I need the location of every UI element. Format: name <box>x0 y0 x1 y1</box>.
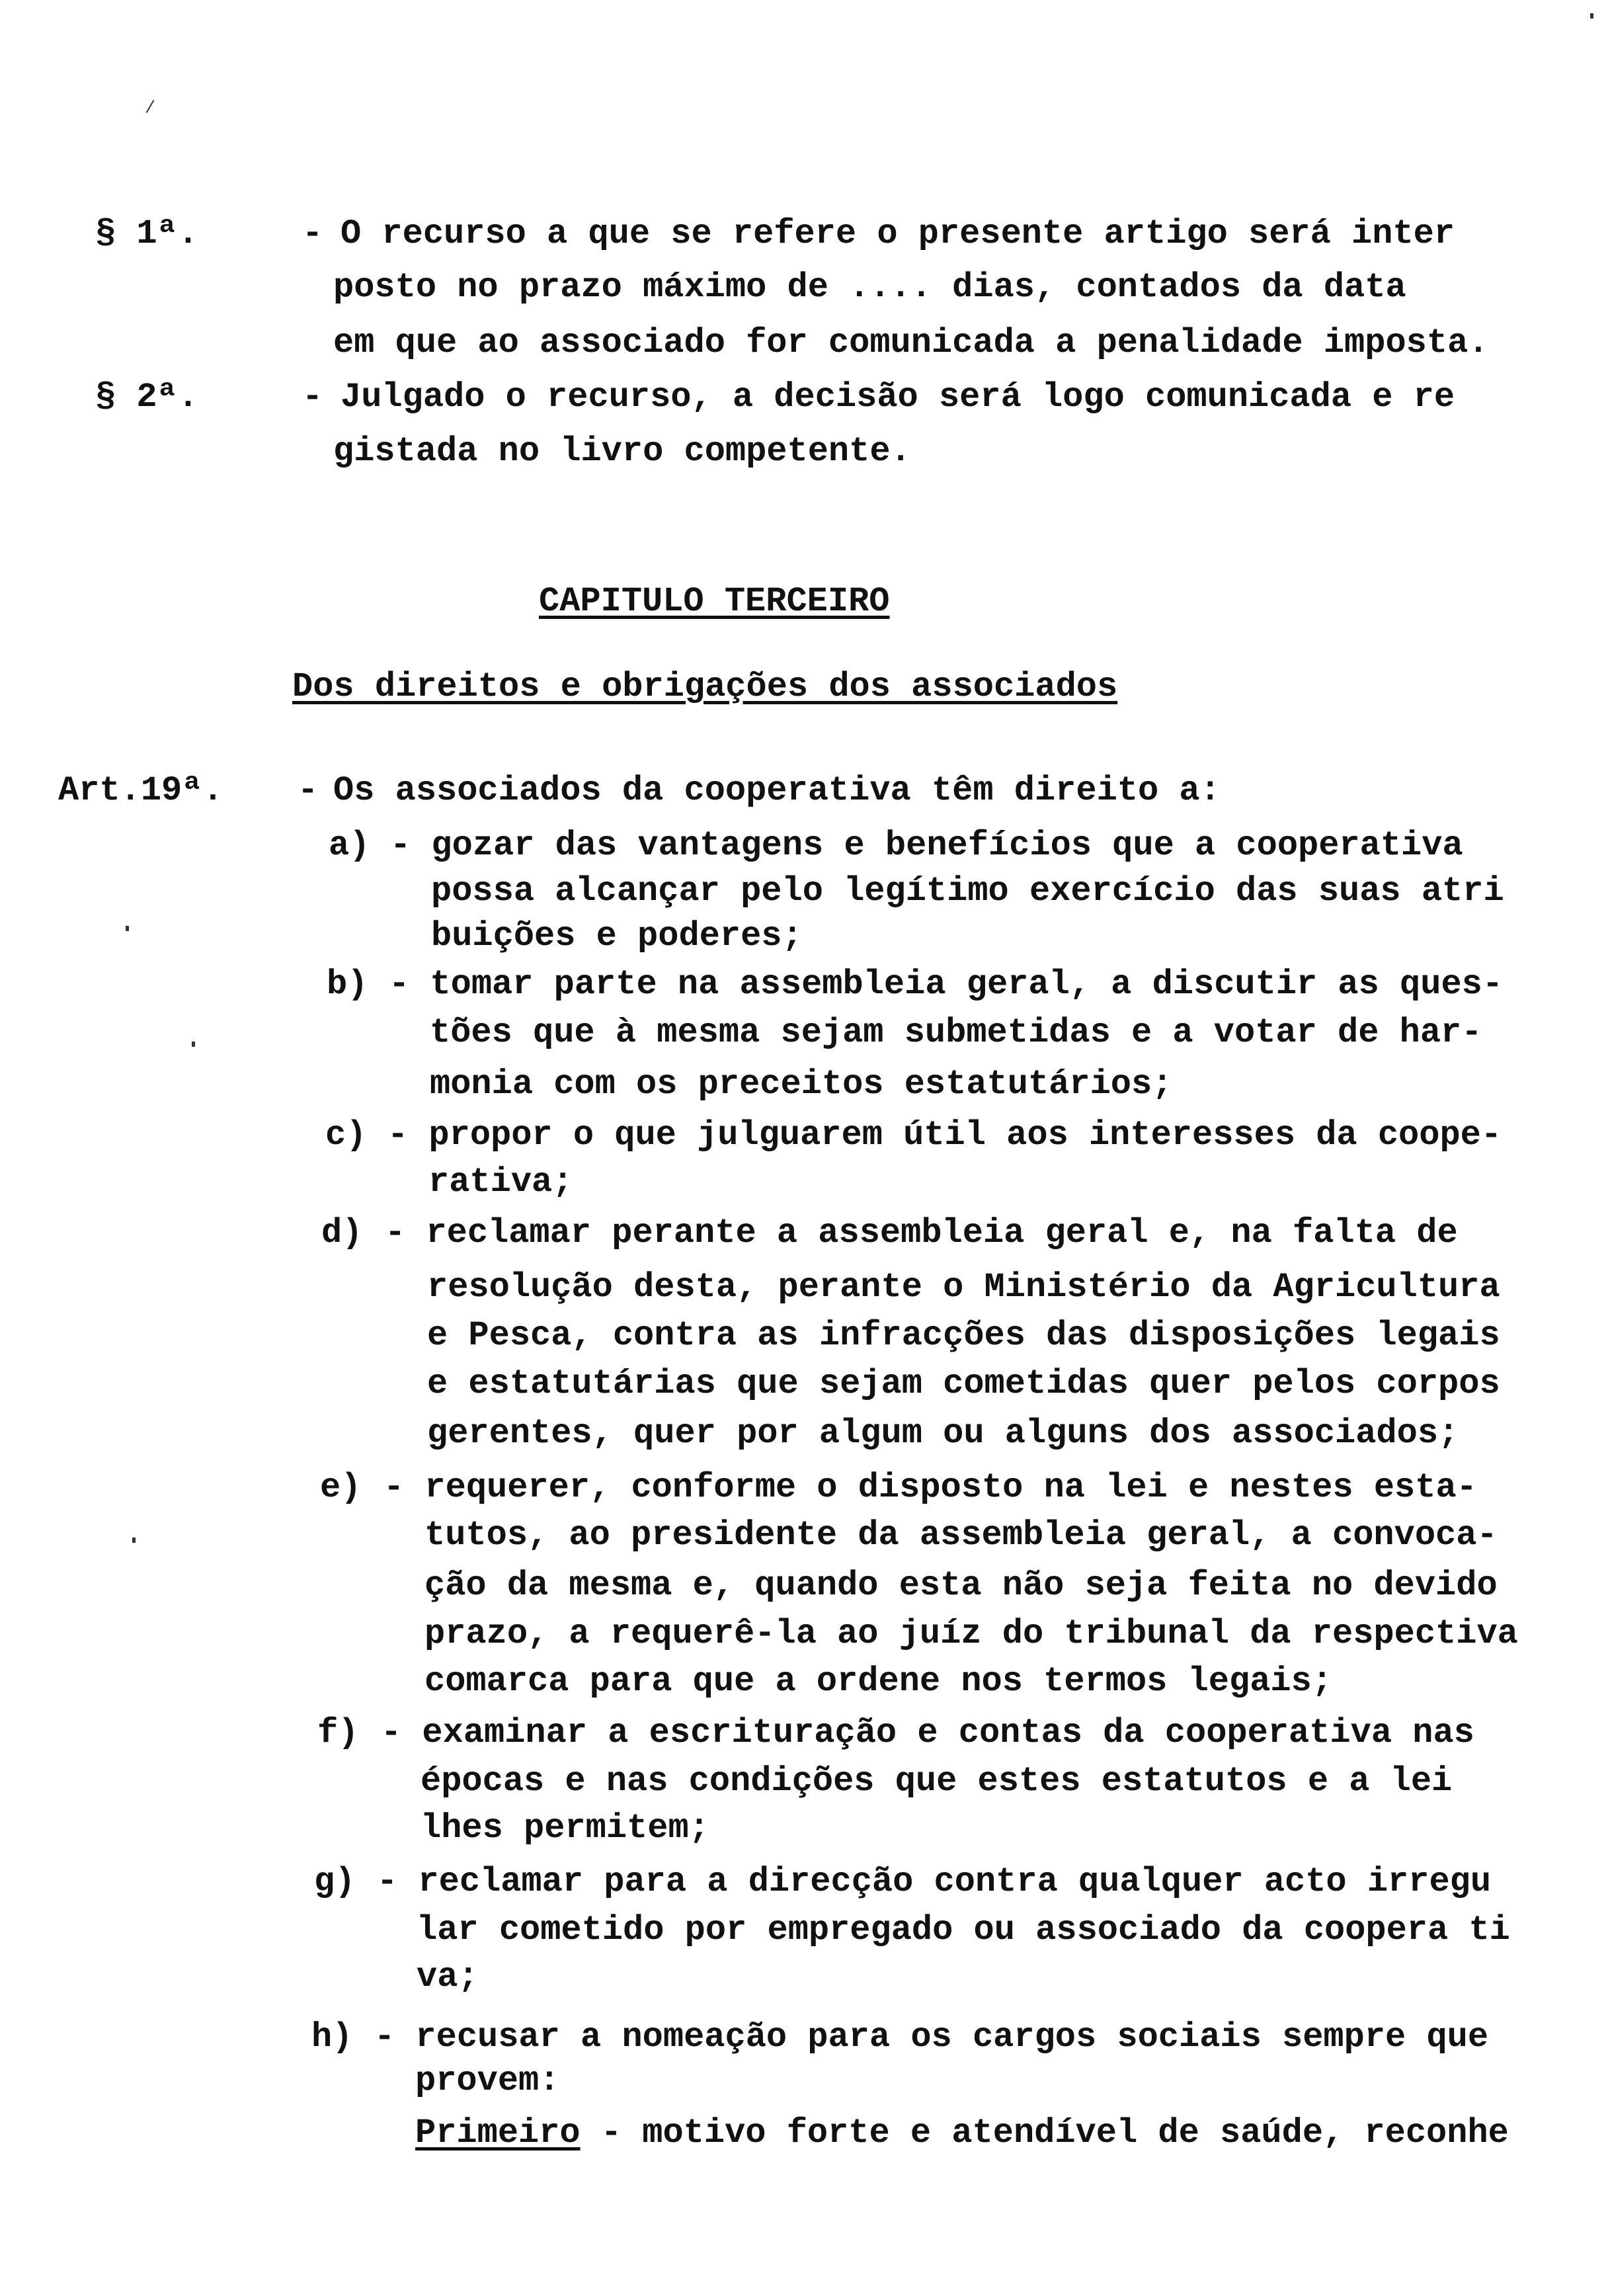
paragraph-2-line: gistada no livro competente. <box>333 432 911 471</box>
item-letter: f) <box>317 1713 359 1752</box>
paragraph-2-label: § 2ª. <box>95 378 199 417</box>
paragraph-1-line: posto no prazo máximo de .... dias, contados da data <box>333 268 1406 307</box>
sub-item-label: Primeiro <box>415 2113 581 2152</box>
item-line: comarca para que a ordene nos termos legais; <box>424 1662 1333 1701</box>
item-line: prazo, a requerê-la ao juíz do tribunal da respectiva <box>424 1614 1518 1653</box>
item-line: lar cometido por empregado ou associado da coopera ti <box>417 1910 1510 1949</box>
paragraph-1-line: O recurso a que se refere o presente artigo será inter <box>341 214 1455 253</box>
paragraph-1-label: § 1ª. <box>95 214 199 253</box>
item-line: - recusar a nomeação para os cargos sociais sempre que <box>374 2018 1489 2057</box>
stray-mark <box>192 1042 195 1047</box>
item-letter: e) <box>320 1468 362 1507</box>
stray-mark <box>1590 13 1593 19</box>
item-line: provem: <box>415 2061 560 2100</box>
item-letter: d) <box>321 1213 363 1252</box>
item-line: - propor o que julguarem útil aos interesses da coope- <box>387 1116 1502 1155</box>
article-intro: Os associados da cooperativa têm direito a: <box>333 771 1221 810</box>
item-line: rativa; <box>428 1163 573 1202</box>
item-letter: b) <box>327 965 368 1004</box>
item-line: tões que à mesma sejam submetidas e a votar de har- <box>430 1013 1482 1052</box>
article-label: Art.19ª. <box>58 771 223 810</box>
item-line: - reclamar para a direcção contra qualquer acto irregu <box>377 1862 1492 1901</box>
item-line: épocas e nas condições que estes estatutos e a lei <box>421 1762 1453 1801</box>
item-line: buições e poderes; <box>431 917 803 956</box>
paragraph-1-dash: - <box>302 214 323 253</box>
item-line: - requerer, conforme o disposto na lei e nestes esta- <box>383 1468 1477 1507</box>
item-letter: c) <box>325 1116 367 1155</box>
item-letter: h) <box>311 2018 353 2057</box>
item-line: e estatutárias que sejam cometidas quer pelos corpos <box>427 1364 1500 1403</box>
paragraph-2-dash: - <box>302 378 323 417</box>
item-line: monia com os preceitos estatutários; <box>430 1065 1173 1104</box>
item-line: ção da mesma e, quando esta não seja feita no devido <box>424 1566 1498 1605</box>
item-line: resolução desta, perante o Ministério da Agricultura <box>427 1268 1500 1307</box>
stray-mark <box>126 926 129 931</box>
item-line: - gozar das vantagens e benefícios que a cooperativa <box>390 826 1463 865</box>
paragraph-2-line: Julgado o recurso, a decisão será logo comunicada e re <box>341 378 1455 417</box>
sub-item-text: - motivo forte e atendível de saúde, reconhe <box>580 2113 1509 2152</box>
sub-item <box>415 2113 1509 2153</box>
item-letter: a) <box>329 826 370 865</box>
stray-mark <box>132 1538 136 1543</box>
item-line: tutos, ao presidente da assembleia geral, a convoca- <box>424 1516 1498 1555</box>
item-line: - reclamar perante a assembleia geral e, na falta de <box>385 1213 1458 1252</box>
item-line: possa alcançar pelo legítimo exercício das suas atri <box>431 872 1504 911</box>
chapter-title: CAPITULO TERCEIRO <box>539 582 890 621</box>
paragraph-1-line: em que ao associado for comunicada a penalidade imposta. <box>333 323 1489 362</box>
chapter-subtitle: Dos direitos e obrigações dos associados <box>292 667 1118 706</box>
item-line: gerentes, quer por algum ou alguns dos associados; <box>427 1414 1459 1453</box>
stray-mark <box>146 100 155 113</box>
item-letter: g) <box>314 1862 356 1901</box>
item-line: - examinar a escrituração e contas da cooperativa nas <box>381 1713 1474 1752</box>
item-line: e Pesca, contra as infracções das disposições legais <box>427 1316 1500 1355</box>
item-line: lhes permitem; <box>421 1809 709 1848</box>
item-line: - tomar parte na assembleia geral, a discutir as ques- <box>389 965 1504 1004</box>
article-dash: - <box>298 771 319 810</box>
item-line: va; <box>417 1957 479 1996</box>
